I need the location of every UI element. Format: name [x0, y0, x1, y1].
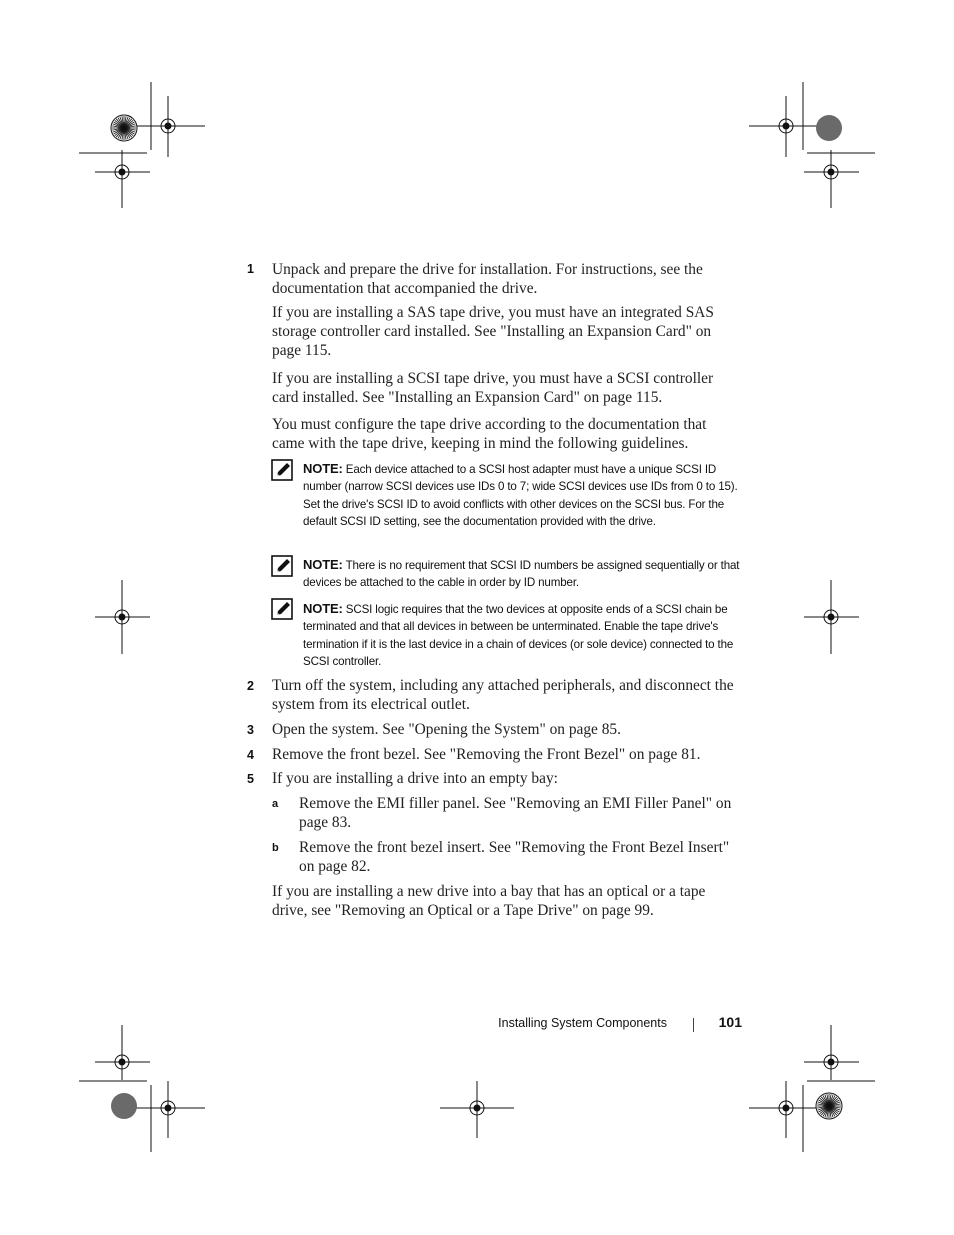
crosshair-icon	[131, 96, 205, 157]
step-text: Open the system. See "Opening the System" on page 85.	[272, 721, 621, 738]
step-number: 4	[247, 748, 254, 762]
step-text: Remove the front bezel. See "Removing the Front Bezel" on page 81.	[272, 746, 701, 763]
step-number: 5	[247, 772, 254, 786]
paragraph: If you are installing a SAS tape drive, you must have an integrated SAS storage controller card installed. See "Installing an Expansion Card" on page 115.	[272, 304, 714, 359]
step-number: 3	[247, 723, 254, 737]
note-label: NOTE:	[303, 601, 343, 616]
step-number: 2	[247, 679, 254, 693]
note-label: NOTE:	[303, 461, 343, 476]
substep-letter: b	[272, 842, 279, 854]
footer-section-title: Installing System Components	[498, 1016, 667, 1030]
paragraph: If you are installing a new drive into a bay that has an optical or a tape drive, see "Removing an Optical or a Tape Drive" on page 99.	[272, 883, 706, 919]
step-text: Unpack and prepare the drive for installation. For instructions, see the documentation that accompanied the drive.	[272, 261, 703, 297]
step-text: Turn off the system, including any attached peripherals, and disconnect the system from its electrical outlet.	[272, 677, 734, 713]
substep-letter: a	[272, 798, 279, 810]
step-text: If you are installing a drive into an empty bay:	[272, 770, 558, 787]
substep-text: Remove the front bezel insert. See "Removing the Front Bezel Insert" on page 82.	[299, 839, 730, 875]
page-number: 101	[718, 1014, 742, 1030]
note-label: NOTE:	[303, 557, 343, 572]
note-text: Each device attached to a SCSI host adapter must have a unique SCSI ID number (narrow SCSI devices use IDs 0 to 7; wide SCSI devices use IDs from 0 to 15). Set the drive's SCSI ID to avoid conflicts with other devices on the SCSI bus. For the default SCSI ID setting, see the documentation provided with the drive.	[303, 463, 738, 528]
note-text: There is no requirement that SCSI ID numbers be assigned sequentially or that devices be attached to the cable in order by ID number.	[303, 559, 740, 590]
step-number: 1	[247, 262, 254, 276]
paragraph: If you are installing a SCSI tape drive, you must have a SCSI controller card installed. See "Installing an Expansion Card" on page 115.	[272, 370, 714, 406]
paragraph: You must configure the tape drive according to the documentation that came with the tape drive, keeping in mind the following guidelines.	[272, 416, 707, 452]
substep-text: Remove the EMI filler panel. See "Removing an EMI Filler Panel" on page 83.	[299, 795, 732, 831]
note-text: SCSI logic requires that the two devices at opposite ends of a SCSI chain be terminated and that all devices in between be unterminated. Enable the tape drive's termination if it is the last device in a chain of devices (or sole device) connected to the SCSI controller.	[303, 603, 734, 668]
